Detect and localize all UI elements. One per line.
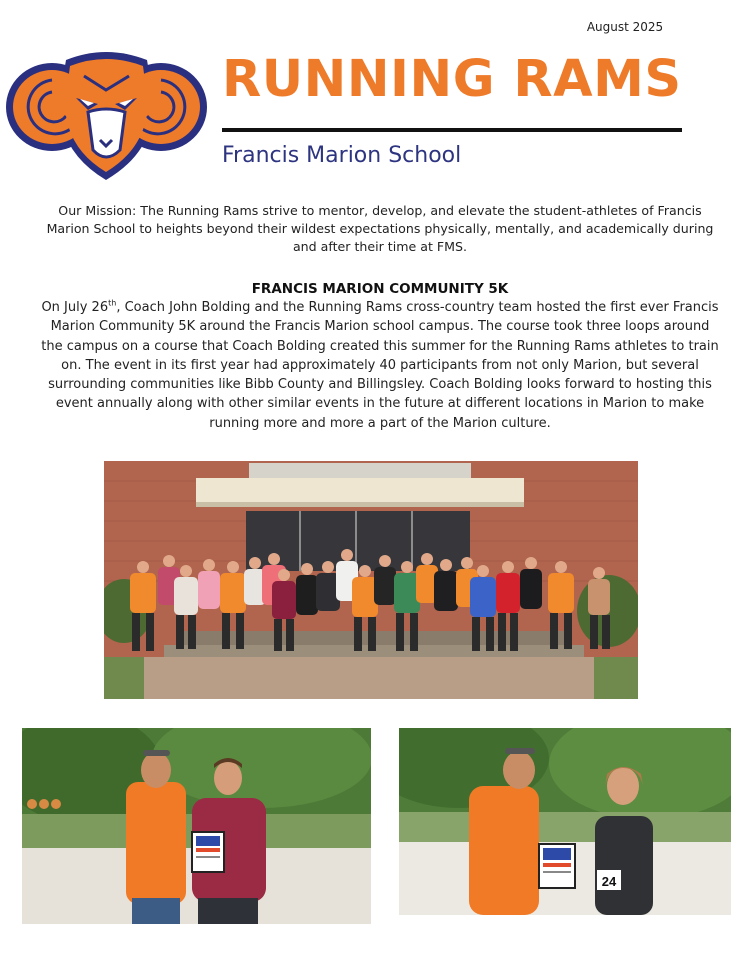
ram-logo bbox=[4, 32, 209, 182]
title-divider bbox=[222, 128, 682, 132]
article-body bbox=[40, 298, 720, 433]
group-photo bbox=[104, 461, 638, 699]
article-body-prefix: On July 26 bbox=[41, 300, 109, 315]
race-bib-number: 24 bbox=[601, 874, 617, 889]
award-photo-left bbox=[22, 728, 371, 924]
award-photo-right bbox=[399, 728, 731, 915]
article-body-sup: th bbox=[108, 298, 117, 308]
mission-statement: Our Mission: The Running Rams strive to mentor, develop, and elevate the student-athletes of Francis Marion School to heights beyond their wildest expectations physically, mentally, and academically during and after their time at FMS. bbox=[46, 203, 714, 254]
school-name: Francis Marion School bbox=[222, 143, 462, 168]
issue-date: August 2025 bbox=[586, 20, 664, 34]
newsletter-title: RUNNING RAMS bbox=[222, 50, 682, 109]
article-heading: FRANCIS MARION COMMUNITY 5K bbox=[251, 281, 509, 297]
article-body-suffix: , Coach John Bolding and the Running Rams cross-country team hosted the first ever Francis Marion Community 5K around the Francis Marion school campus. The course took three loops around the campus on a course that Coach Bolding created this summer for the Running Rams athletes to train on. The event in its first year had approximately 40 participants from not only Marion, but several surrounding communities like Bibb County and Billingsley. Coach Bolding looks forward to hosting this event annually along with other similar events in the future at different locations in Marion to make running more and more a part of the Marion culture. bbox=[41, 300, 719, 431]
